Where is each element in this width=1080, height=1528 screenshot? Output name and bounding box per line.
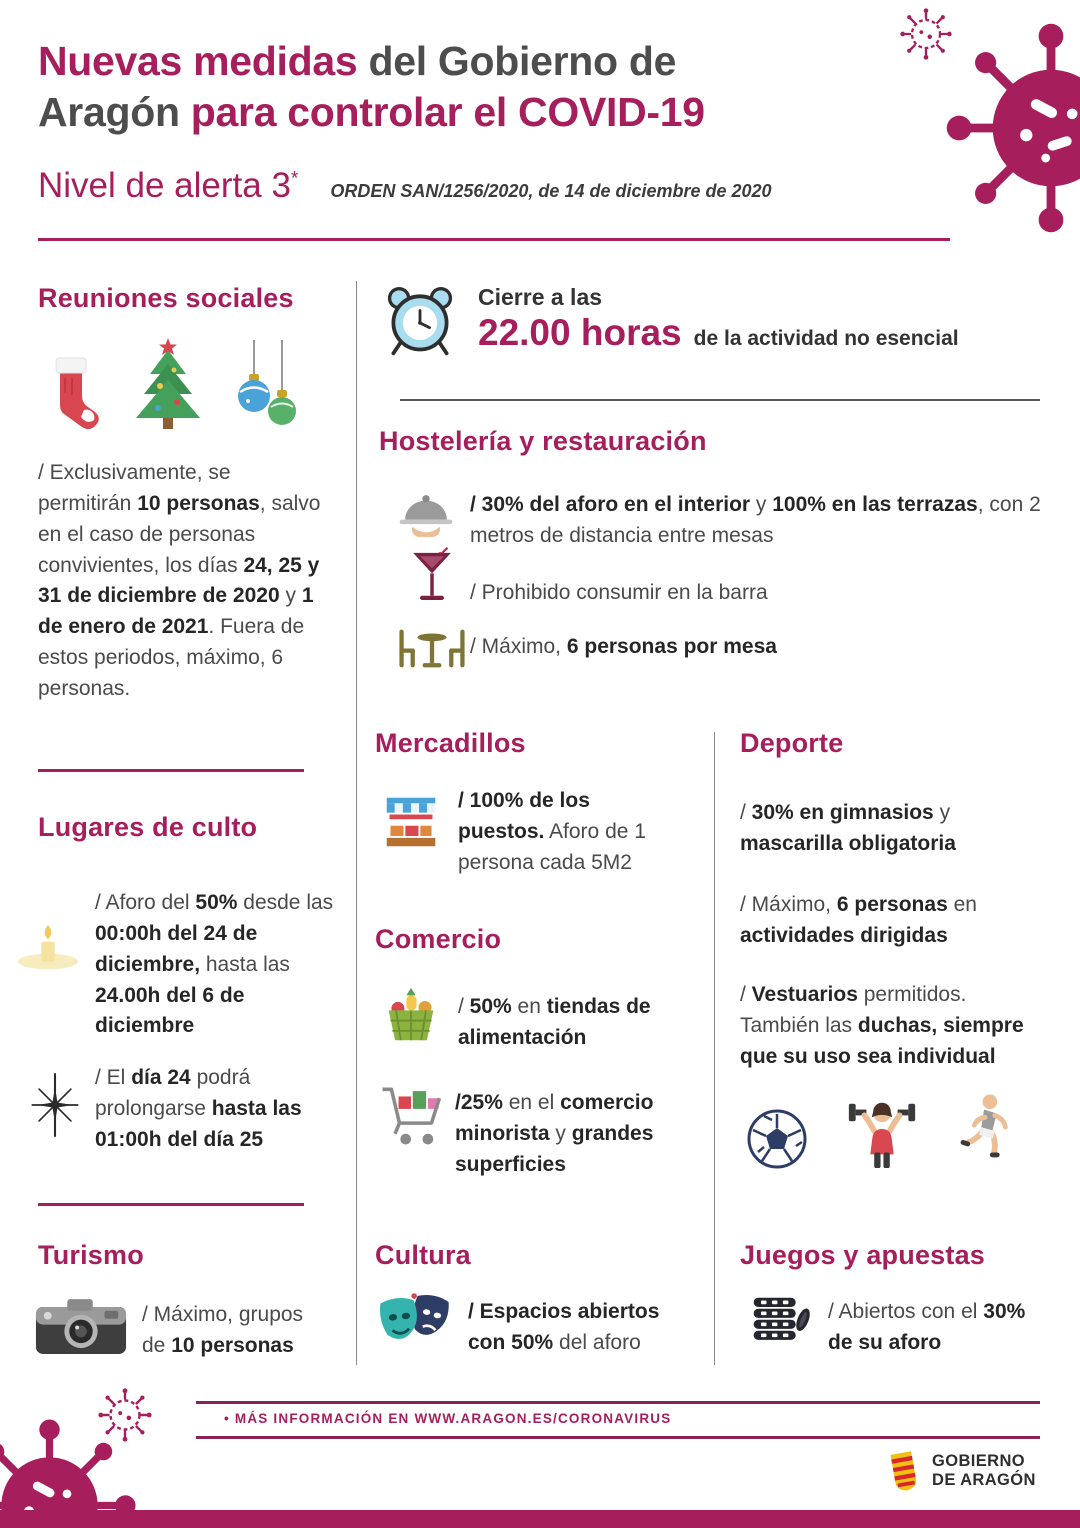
deporte-item: / Máximo, 6 personas en actividades dirigidas: [740, 893, 977, 947]
comercio-item: /25% en el comercio minorista y grandes superficies: [455, 1091, 654, 1176]
table-chairs-icon: [396, 626, 468, 671]
divider: [714, 732, 715, 1365]
poker-chips-icon: [750, 1288, 814, 1346]
order-reference: ORDEN SAN/1256/2020, de 14 de diciembre de 2020: [330, 181, 772, 201]
aragon-flag-icon: [884, 1448, 922, 1494]
divider: [400, 399, 1040, 401]
christmas-tree-icon: [130, 336, 206, 432]
cocktail-icon: [408, 545, 456, 607]
deporte-item: / Vestuarios permitidos. También las duchas, siempre que su uso sea individual: [740, 983, 1024, 1068]
section-title-hosteleria: Hostelería y restauración: [379, 426, 707, 456]
baubles-icon: [234, 340, 300, 432]
juegos-item: / Abiertos con el 30% de su aforo: [828, 1300, 1026, 1354]
runner-icon: [956, 1092, 1014, 1170]
coronavirus-icon: [898, 6, 954, 62]
star-icon: [24, 1072, 86, 1138]
section-title-comercio: Comercio: [375, 924, 502, 954]
more-info-text: • MÁS INFORMACIÓN EN WWW.ARAGON.ES/CORONAVIRUS: [224, 1411, 672, 1426]
section-title-deporte: Deporte: [740, 728, 844, 758]
section-title-turismo: Turismo: [38, 1240, 144, 1270]
logo-text: [932, 1452, 1036, 1491]
mercadillos-item: / 100% de los puestos. Aforo de 1 persona cada 5M2: [458, 789, 646, 874]
section-title-lugares-de-culto: Lugares de culto: [38, 812, 258, 842]
section-title-reuniones-sociales: Reuniones sociales: [38, 283, 294, 313]
turismo-item: / Máximo, grupos de 10 personas: [142, 1303, 304, 1357]
lugares-de-culto-item: / El día 24 podrá prolongarse hasta las 01:00h del día 25: [95, 1066, 302, 1151]
closing-time-intro: Cierre a las: [478, 284, 603, 310]
christmas-icons-row: [40, 336, 300, 432]
serving-dish-icon: [396, 490, 456, 542]
closing-time-scope: de la actividad no esencial: [693, 327, 959, 350]
divider: [196, 1401, 1040, 1404]
hosteleria-item: / Máximo, 6 personas por mesa: [470, 635, 777, 658]
section-title-cultura: Cultura: [375, 1240, 471, 1270]
section-title-mercadillos: Mercadillos: [375, 728, 526, 758]
shopping-cart-icon: [379, 1082, 443, 1150]
lugares-de-culto-item: / Aforo del 50% desde las 00:00h del 24 de diciembre, hasta las 24.00h del 6 de diciembre: [95, 891, 334, 1038]
divider: [196, 1436, 1040, 1439]
divider: [38, 1203, 304, 1206]
section-title-juegos-y-apuestas: Juegos y apuestas: [740, 1240, 986, 1270]
header-divider: [38, 238, 950, 241]
theater-masks-icon: [377, 1290, 455, 1356]
soccer-ball-icon: [746, 1108, 808, 1170]
closing-time-row: [478, 312, 959, 354]
coronavirus-icon: [945, 22, 1080, 234]
market-stall-icon: [383, 792, 439, 852]
cultura-item: / Espacios abiertos con 50% del aforo: [468, 1300, 660, 1354]
candle-icon: [12, 915, 84, 977]
logo-line1: GOBIERNO: [932, 1451, 1026, 1470]
dumbbells-icon: [846, 1092, 918, 1170]
sport-icons-row: [746, 1092, 1014, 1170]
reuniones-sociales-text: / Exclusivamente, se permitirán 10 personas, salvo en el caso de personas convivientes, los días 24, 25 y 31 de diciembre de 2020 y 1 de enero de 2021. Fuera de estos periodos, máximo, 6 personas.: [38, 461, 321, 701]
food-basket-icon: [383, 986, 439, 1044]
closing-time-value: 22.00 horas: [478, 312, 682, 353]
comercio-item: / 50% en tiendas de alimentación: [458, 995, 651, 1049]
stocking-icon: [40, 348, 102, 432]
gobierno-aragon-logo: [884, 1448, 1036, 1494]
alert-footnote-mark: *: [290, 168, 299, 190]
hosteleria-item: / 30% del aforo en el interior y 100% en las terrazas, con 2 metros de distancia entre mesas: [470, 493, 1041, 547]
alert-level: Nivel de alerta 3*: [38, 166, 299, 205]
logo-line2: DE ARAGÓN: [932, 1471, 1036, 1489]
alarm-clock-icon: [382, 281, 458, 361]
deporte-item: / 30% en gimnasios y mascarilla obligatoria: [740, 801, 956, 855]
bottom-color-bar: [0, 1510, 1080, 1528]
divider: [356, 281, 357, 1365]
alert-row: [38, 166, 772, 206]
page-title: Nuevas medidas del Gobierno de Aragón para controlar el COVID-19: [38, 38, 705, 136]
divider: [38, 769, 304, 772]
hosteleria-item: / Prohibido consumir en la barra: [470, 581, 768, 604]
camera-icon: [34, 1297, 128, 1358]
